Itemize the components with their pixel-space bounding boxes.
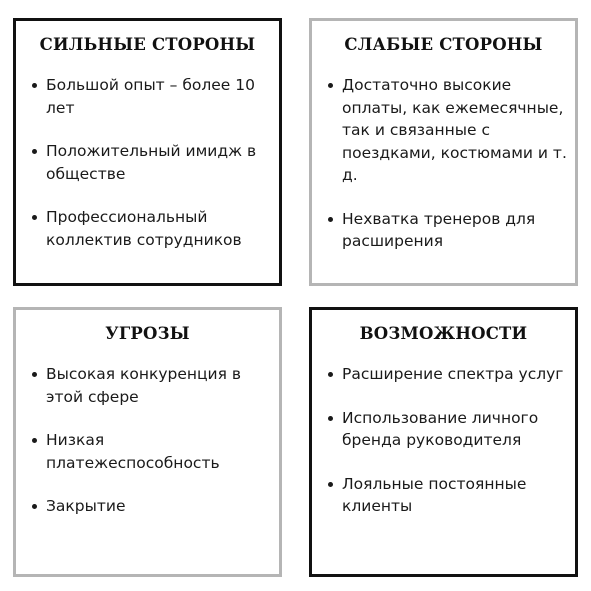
list-item: Лояльные постоянные клиенты xyxy=(342,473,567,518)
list-item: Достаточно высокие оплаты, как ежемесячные, так и связанные с поездками, костюмами и т. д. xyxy=(342,74,567,187)
weaknesses-title: СЛАБЫЕ СТОРОНЫ xyxy=(344,35,543,54)
list-item: Низкая платежеспособность xyxy=(46,429,271,474)
strengths-list xyxy=(16,74,279,251)
strengths-box xyxy=(13,18,282,286)
list-item: Закрытие xyxy=(46,495,271,518)
list-item: Высокая конкуренция в этой сфере xyxy=(46,363,271,408)
threats-title: УГРОЗЫ xyxy=(105,324,190,343)
list-item: Использование личного бренда руководителя xyxy=(342,407,567,452)
opportunities-box xyxy=(309,307,578,577)
list-item: Профессиональный коллектив сотрудников xyxy=(46,206,271,251)
weaknesses-box xyxy=(309,18,578,286)
opportunities-list xyxy=(312,363,575,518)
list-item: Положительный имидж в обществе xyxy=(46,140,271,185)
strengths-title: СИЛЬНЫЕ СТОРОНЫ xyxy=(39,35,256,54)
threats-list xyxy=(16,363,279,518)
list-item: Нехватка тренеров для расширения xyxy=(342,208,567,253)
threats-box xyxy=(13,307,282,577)
list-item: Большой опыт – более 10 лет xyxy=(46,74,271,119)
list-item: Расширение спектра услуг xyxy=(342,363,567,386)
weaknesses-list xyxy=(312,74,575,253)
opportunities-title: ВОЗМОЖНОСТИ xyxy=(359,324,528,343)
